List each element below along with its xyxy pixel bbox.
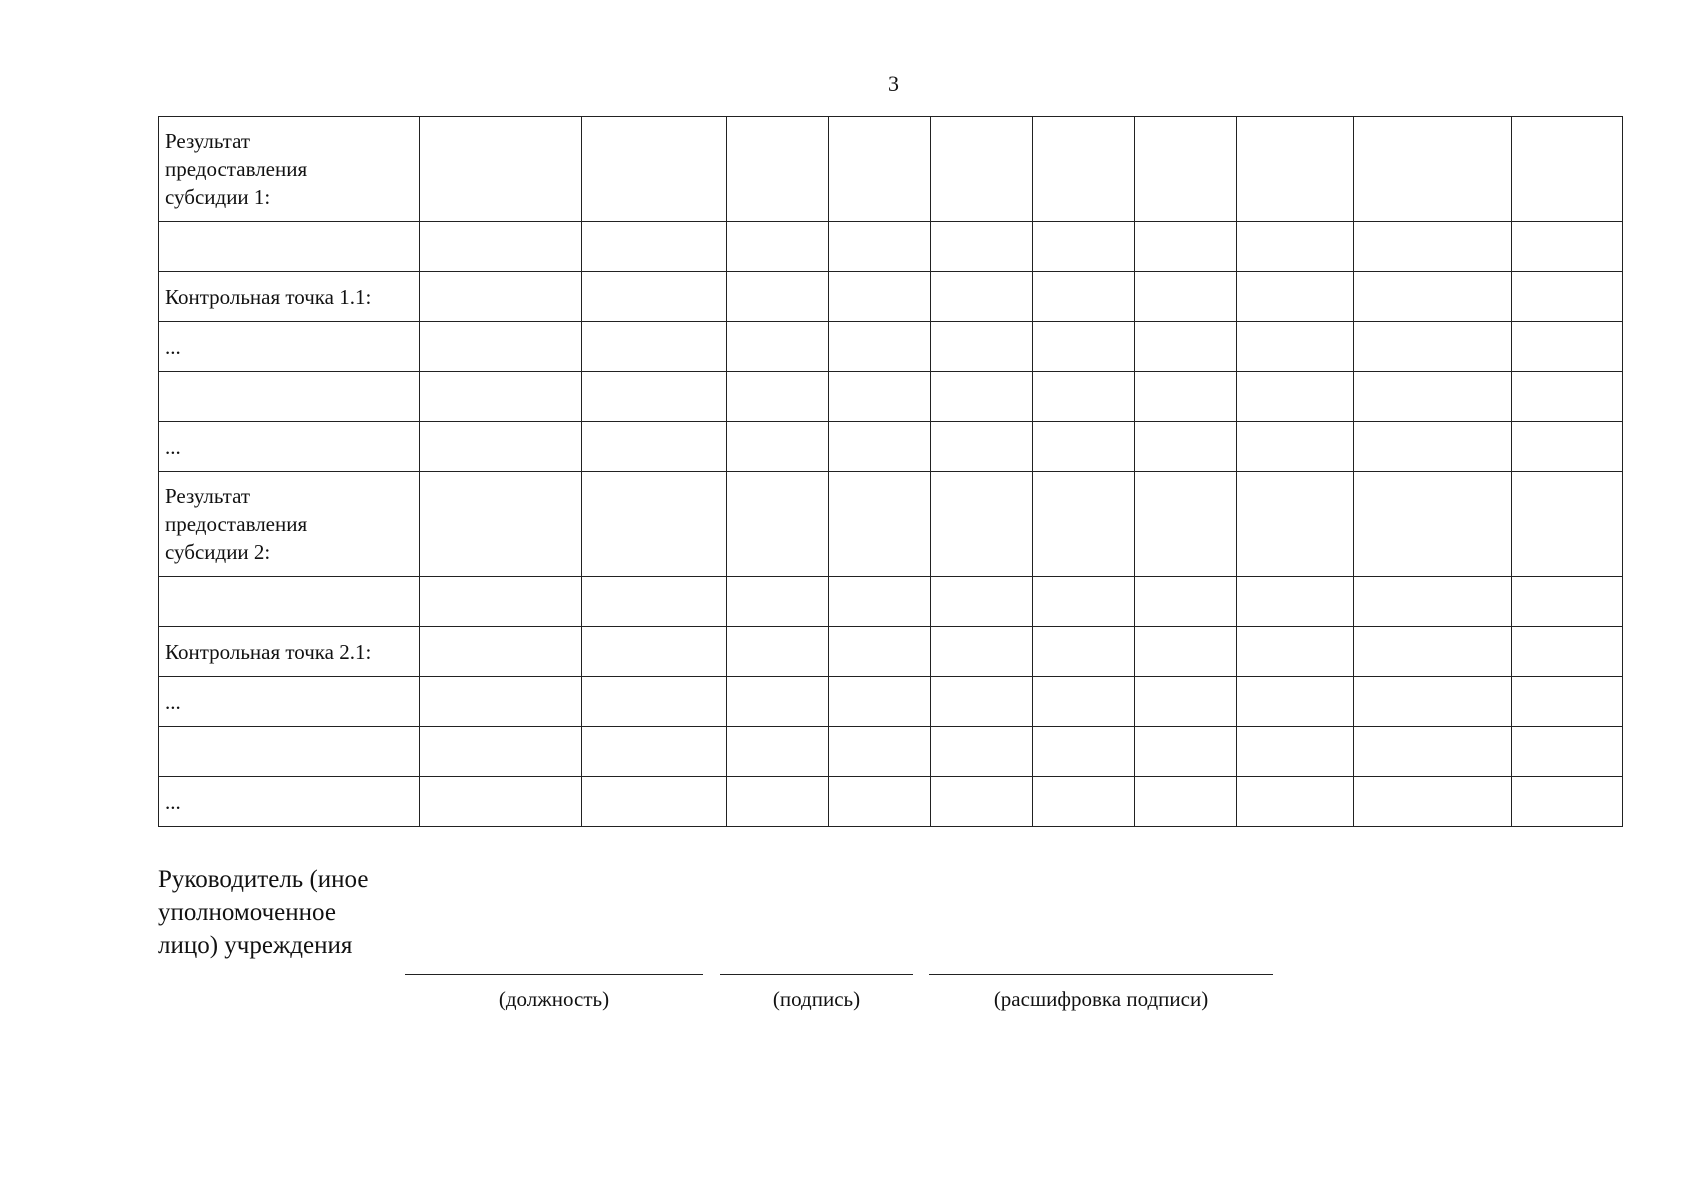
empty-cell	[1135, 777, 1237, 827]
empty-cell	[1512, 627, 1623, 677]
table-row	[159, 117, 1623, 222]
signature-heading: Руководитель (иное уполномоченное лицо) учреждения	[158, 866, 369, 959]
empty-cell	[420, 777, 582, 827]
empty-cell	[1135, 322, 1237, 372]
empty-cell	[1033, 422, 1135, 472]
empty-cell	[727, 272, 829, 322]
empty-cell	[1354, 272, 1512, 322]
empty-cell	[931, 422, 1033, 472]
row-label-cell: Результат предоставления субсидии 2:	[159, 472, 420, 577]
empty-cell	[931, 777, 1033, 827]
empty-cell	[1237, 372, 1354, 422]
empty-cell	[829, 777, 931, 827]
empty-cell	[1033, 627, 1135, 677]
row-label-cell: ...	[159, 422, 420, 472]
row-label-cell	[159, 222, 420, 272]
empty-cell	[727, 677, 829, 727]
empty-cell	[1237, 422, 1354, 472]
empty-cell	[1512, 472, 1623, 577]
empty-cell	[829, 472, 931, 577]
empty-cell	[727, 472, 829, 577]
empty-cell	[1512, 727, 1623, 777]
empty-cell	[1135, 372, 1237, 422]
table-row	[159, 272, 1623, 322]
empty-cell	[582, 472, 727, 577]
row-label-cell: Контрольная точка 1.1:	[159, 272, 420, 322]
empty-cell	[1354, 777, 1512, 827]
empty-cell	[1512, 677, 1623, 727]
empty-cell	[582, 322, 727, 372]
empty-cell	[727, 577, 829, 627]
empty-cell	[1512, 222, 1623, 272]
empty-cell	[931, 577, 1033, 627]
empty-cell	[829, 272, 931, 322]
empty-cell	[1354, 472, 1512, 577]
empty-cell	[829, 222, 931, 272]
position-line	[405, 974, 703, 975]
empty-cell	[1512, 777, 1623, 827]
empty-cell	[829, 117, 931, 222]
empty-cell	[1512, 422, 1623, 472]
empty-cell	[829, 627, 931, 677]
empty-cell	[829, 727, 931, 777]
table-row	[159, 472, 1623, 577]
empty-cell	[1512, 372, 1623, 422]
empty-cell	[1135, 422, 1237, 472]
empty-cell	[1033, 677, 1135, 727]
empty-cell	[1354, 677, 1512, 727]
table-row	[159, 577, 1623, 627]
empty-cell	[1237, 727, 1354, 777]
empty-cell	[420, 322, 582, 372]
signature-caption: (подпись)	[772, 987, 861, 1011]
table-row	[159, 677, 1623, 727]
row-label-cell: ...	[159, 777, 420, 827]
empty-cell	[1033, 472, 1135, 577]
empty-cell	[931, 677, 1033, 727]
empty-cell	[420, 117, 582, 222]
empty-cell	[1033, 577, 1135, 627]
empty-cell	[931, 472, 1033, 577]
empty-cell	[420, 222, 582, 272]
empty-cell	[727, 117, 829, 222]
empty-cell	[582, 372, 727, 422]
empty-cell	[1354, 577, 1512, 627]
table-row	[159, 627, 1623, 677]
decoding-caption: (расшифровка подписи)	[993, 987, 1209, 1011]
empty-cell	[1354, 727, 1512, 777]
empty-cell	[1135, 727, 1237, 777]
empty-cell	[727, 727, 829, 777]
table-row	[159, 222, 1623, 272]
empty-cell	[582, 117, 727, 222]
empty-cell	[1033, 222, 1135, 272]
row-label-cell: Контрольная точка 2.1:	[159, 627, 420, 677]
empty-cell	[1033, 727, 1135, 777]
row-label-cell	[159, 727, 420, 777]
position-caption: (должность)	[498, 987, 610, 1011]
empty-cell	[1354, 372, 1512, 422]
empty-cell	[1512, 577, 1623, 627]
empty-cell	[420, 727, 582, 777]
empty-cell	[1033, 372, 1135, 422]
row-label-cell: Результат предоставления субсидии 1:	[159, 117, 420, 222]
empty-cell	[1237, 627, 1354, 677]
empty-cell	[582, 627, 727, 677]
empty-cell	[420, 272, 582, 322]
empty-cell	[1237, 117, 1354, 222]
empty-cell	[1237, 322, 1354, 372]
empty-cell	[1354, 322, 1512, 372]
empty-cell	[1237, 222, 1354, 272]
table-row	[159, 727, 1623, 777]
empty-cell	[727, 422, 829, 472]
table-body	[159, 117, 1623, 827]
empty-cell	[420, 627, 582, 677]
row-label-cell	[159, 372, 420, 422]
empty-cell	[1237, 677, 1354, 727]
empty-cell	[1512, 117, 1623, 222]
empty-cell	[727, 777, 829, 827]
empty-cell	[931, 222, 1033, 272]
empty-cell	[1354, 627, 1512, 677]
empty-cell	[582, 577, 727, 627]
empty-cell	[582, 422, 727, 472]
empty-cell	[1135, 627, 1237, 677]
empty-cell	[420, 422, 582, 472]
empty-cell	[420, 677, 582, 727]
signature-line	[720, 974, 913, 975]
empty-cell	[1237, 777, 1354, 827]
empty-cell	[420, 372, 582, 422]
empty-cell	[1237, 272, 1354, 322]
empty-cell	[1033, 272, 1135, 322]
empty-cell	[582, 727, 727, 777]
table-row	[159, 322, 1623, 372]
empty-cell	[1135, 272, 1237, 322]
empty-cell	[931, 272, 1033, 322]
empty-cell	[1354, 117, 1512, 222]
row-label-cell	[159, 577, 420, 627]
empty-cell	[1237, 472, 1354, 577]
empty-cell	[582, 777, 727, 827]
empty-cell	[931, 727, 1033, 777]
empty-cell	[1135, 472, 1237, 577]
empty-cell	[420, 577, 582, 627]
empty-cell	[931, 372, 1033, 422]
empty-cell	[931, 322, 1033, 372]
empty-cell	[1354, 222, 1512, 272]
empty-cell	[1033, 777, 1135, 827]
page-number: 3	[888, 71, 899, 96]
empty-cell	[1354, 422, 1512, 472]
empty-cell	[1512, 272, 1623, 322]
empty-cell	[582, 222, 727, 272]
empty-cell	[1033, 117, 1135, 222]
empty-cell	[1135, 577, 1237, 627]
empty-cell	[727, 372, 829, 422]
empty-cell	[829, 577, 931, 627]
row-label-cell: ...	[159, 677, 420, 727]
empty-cell	[727, 222, 829, 272]
empty-cell	[829, 677, 931, 727]
empty-cell	[727, 627, 829, 677]
empty-cell	[582, 272, 727, 322]
empty-cell	[1135, 222, 1237, 272]
empty-cell	[727, 322, 829, 372]
empty-cell	[931, 117, 1033, 222]
empty-cell	[1237, 577, 1354, 627]
table-row	[159, 372, 1623, 422]
decoding-line	[929, 974, 1273, 975]
empty-cell	[582, 677, 727, 727]
empty-cell	[829, 372, 931, 422]
results-table	[158, 116, 1623, 827]
empty-cell	[1512, 322, 1623, 372]
empty-cell	[829, 322, 931, 372]
empty-cell	[1135, 677, 1237, 727]
table-row	[159, 777, 1623, 827]
empty-cell	[1033, 322, 1135, 372]
empty-cell	[1135, 117, 1237, 222]
empty-cell	[829, 422, 931, 472]
row-label-cell: ...	[159, 322, 420, 372]
empty-cell	[420, 472, 582, 577]
empty-cell	[931, 627, 1033, 677]
table-row	[159, 422, 1623, 472]
